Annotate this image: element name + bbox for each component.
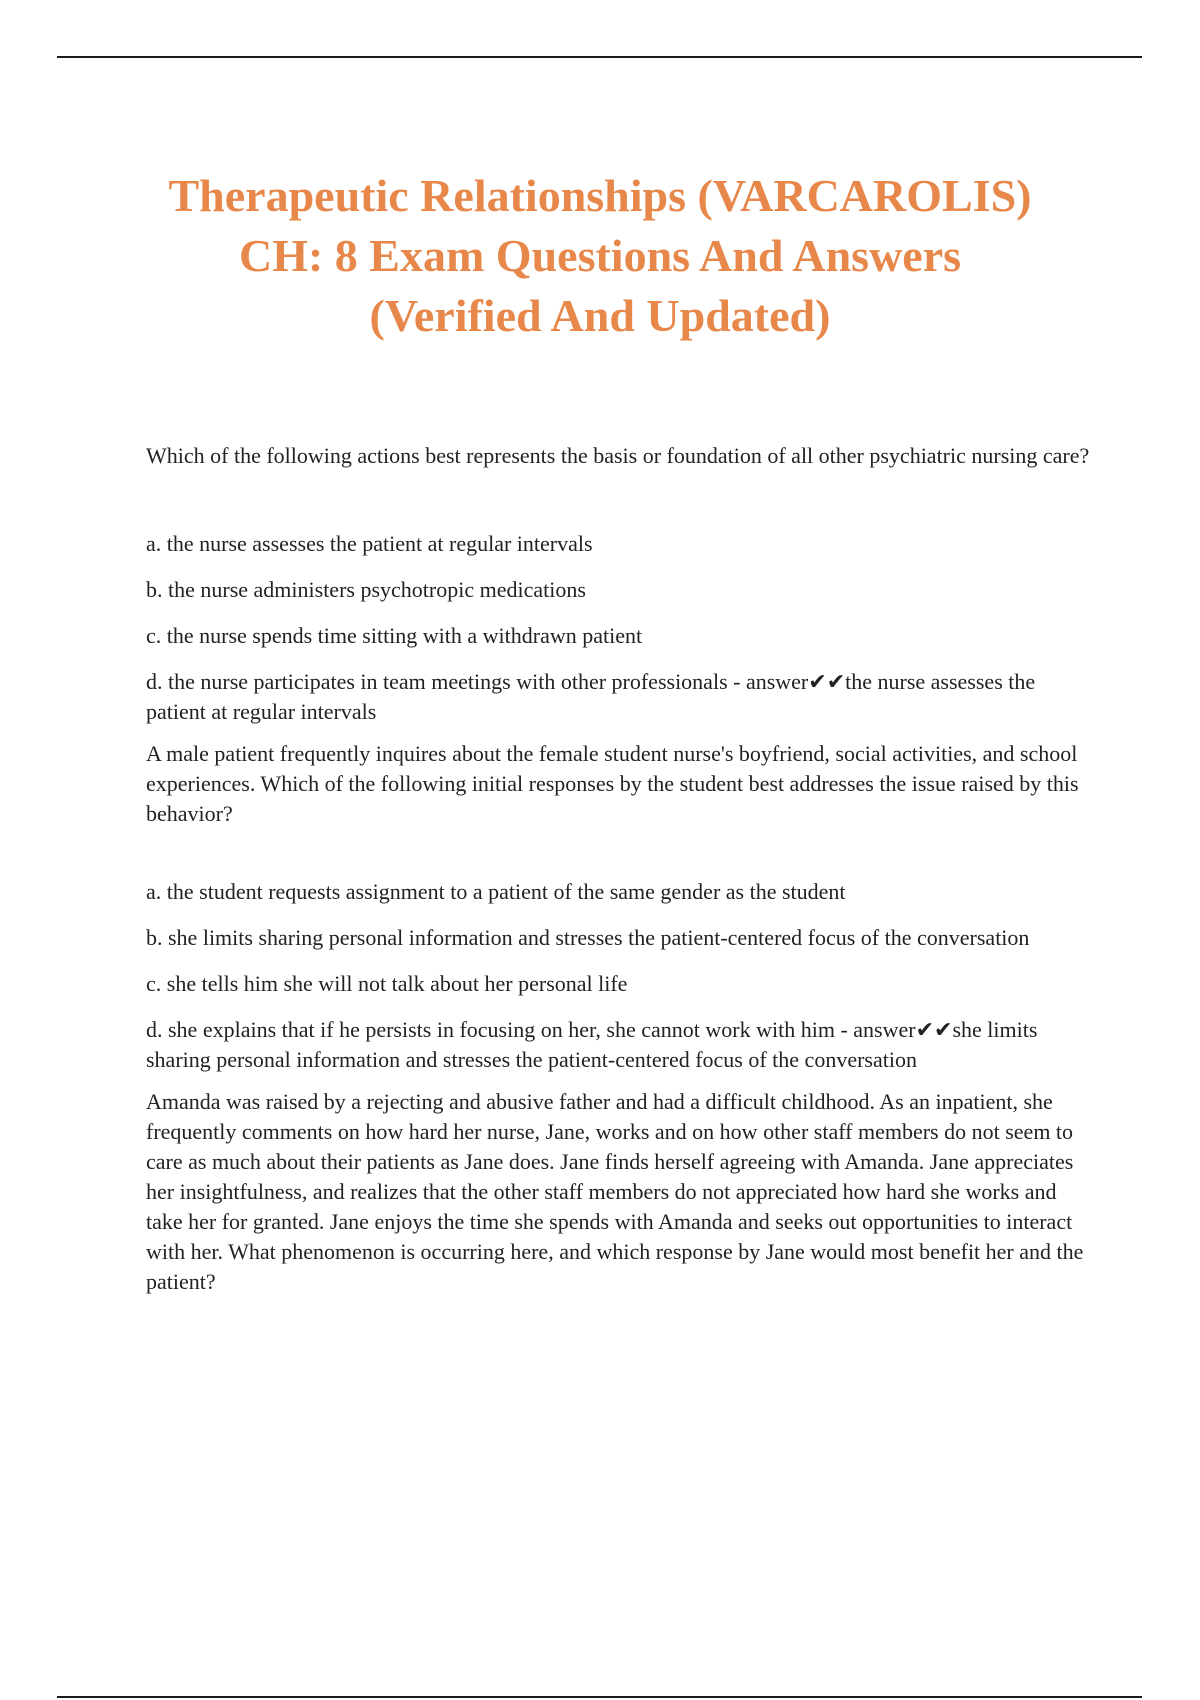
question-2-prompt: A male patient frequently inquires about the female student nurse's boyfriend, social activities, and school experiences. Which of the following initial responses by the student best addresses the issue raised by this behavior?: [146, 741, 1079, 826]
header-rule: [57, 56, 1142, 58]
footer-rule: [57, 1696, 1142, 1698]
question-1-option-c: c. the nurse spends time sitting with a withdrawn patient: [146, 623, 643, 648]
question-2-option-a: a. the student requests assignment to a patient of the same gender as the student: [146, 879, 846, 904]
question-1-option-d-answer: d. the nurse participates in team meetings with other professionals - answer✔✔the nurse assesses the patient at regular intervals: [146, 669, 1036, 724]
question-2-option-d-answer: d. she explains that if he persists in focusing on her, she cannot work with him - answer✔✔she limits sharing personal information and stresses the patient-centered focus of the conversation: [146, 1017, 1038, 1072]
document-body: [146, 441, 1096, 1297]
title-line-1: Therapeutic Relationships (VARCAROLIS): [168, 170, 1032, 221]
question-1-option-b: b. the nurse administers psychotropic medications: [146, 577, 586, 602]
question-3-prompt: Amanda was raised by a rejecting and abusive father and had a difficult childhood. As an inpatient, she frequently comments on how hard her nurse, Jane, works and on how other staff members do not seem to care as much about their patients as Jane does. Jane finds herself agreeing with Amanda. Jane appreciates her insightfulness, and realizes that the other staff members do not appreciated how hard she works and take her for granted. Jane enjoys the time she spends with Amanda and seeks out opportunities to interact with her. What phenomenon is occurring here, and which response by Jane would most benefit her and the patient?: [146, 1089, 1084, 1294]
question-2-option-c: c. she tells him she will not talk about her personal life: [146, 971, 628, 996]
title-line-2: CH: 8 Exam Questions And Answers: [238, 230, 962, 281]
question-2-option-b: b. she limits sharing personal information and stresses the patient-centered focus of the conversation: [146, 925, 1030, 950]
title-line-3: (Verified And Updated): [369, 290, 831, 341]
question-1-option-a: a. the nurse assesses the patient at regular intervals: [146, 531, 593, 556]
question-1-prompt: Which of the following actions best represents the basis or foundation of all other psychiatric nursing care?: [146, 443, 1090, 468]
document-title: [100, 166, 1100, 346]
